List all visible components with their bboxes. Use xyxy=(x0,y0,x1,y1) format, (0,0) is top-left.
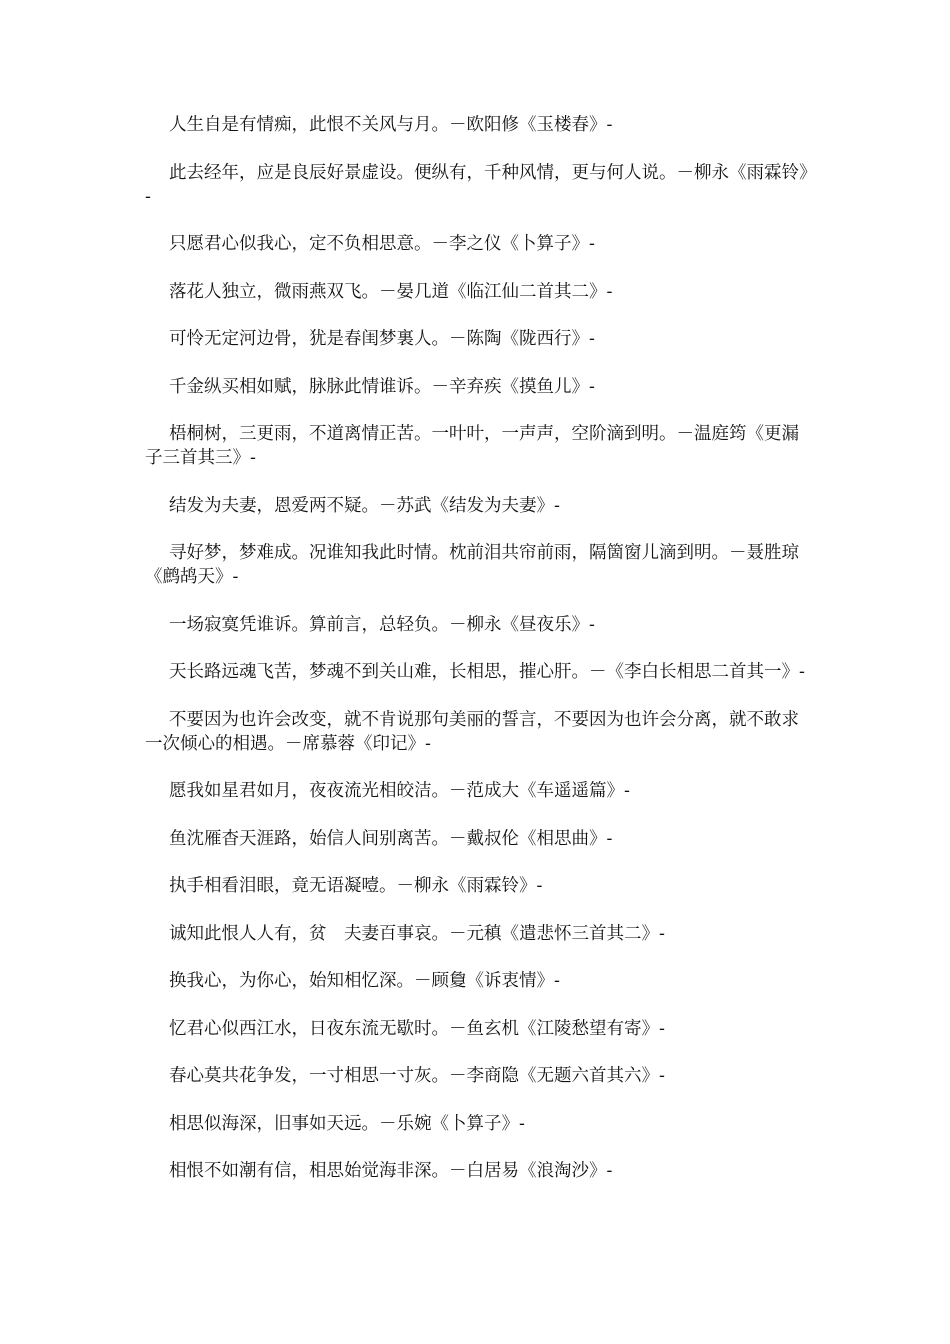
paragraph: 春心莫共花争发，一寸相思一寸灰。－李商隐《无题六首其六》- xyxy=(169,1066,665,1086)
paragraph: 天长路远魂飞苦，梦魂不到关山难，长相思，摧心肝。－《李白长相思二首其一》- xyxy=(169,662,805,682)
paragraph: 千金纵买相如赋，脉脉此情谁诉。－辛弃疾《摸鱼儿》- xyxy=(169,376,595,397)
paragraph: 可怜无定河边骨，犹是春闺梦裏人。－陈陶《陇西行》- xyxy=(169,329,595,349)
paragraph: 忆君心似西江水，日夜东流无歇时。－鱼玄机《江陵愁望有寄》- xyxy=(169,1018,665,1039)
paragraph: 诚知此恨人人有，贫 夫妻百事哀。－元稹《遣悲怀三首其二》- xyxy=(169,923,665,944)
paragraph: 鱼沈雁杳天涯路，始信人间别离苦。－戴叔伦《相思曲》- xyxy=(169,828,613,849)
document-body xyxy=(145,113,813,1207)
paragraph: 换我心，为你心，始知相忆深。－顾敻《诉衷情》- xyxy=(169,971,560,991)
paragraph: 落花人独立，微雨燕双飞。－晏几道《临江仙二首其二》- xyxy=(169,281,613,302)
paragraph: 一场寂寞凭谁诉。算前言，总轻负。－柳永《昼夜乐》- xyxy=(169,614,595,635)
paragraph: 愿我如星君如月，夜夜流光相皎洁。－范成大《车遥遥篇》- xyxy=(169,781,630,801)
paragraph: 此去经年，应是良辰好景虚设。便纵有，千种风情，更与何人说。－柳永《雨霖铃》- xyxy=(145,162,808,207)
paragraph: 梧桐树，三更雨，不道离情正苦。一叶叶，一声声，空阶滴到明。－温庭筠《更漏子三首其三》- xyxy=(145,424,799,468)
paragraph: 相恨不如潮有信，相思始觉海非深。－白居易《浪淘沙》- xyxy=(169,1161,613,1181)
paragraph: 只愿君心似我心，定不负相思意。－李之仪《卜算子》- xyxy=(169,234,595,254)
paragraph: 执手相看泪眼，竟无语凝噎。－柳永《雨霖铃》- xyxy=(169,876,543,896)
paragraph: 寻好梦，梦难成。况谁知我此时情。枕前泪共帘前雨，隔箇窗儿滴到明。－聂胜琼《鹧鸪天》- xyxy=(145,543,799,587)
paragraph: 结发为夫妻，恩爱两不疑。－苏武《结发为夫妻》- xyxy=(169,495,560,516)
paragraph: 相思似海深，旧事如天远。－乐婉《卜算子》- xyxy=(169,1113,525,1134)
paragraph: 不要因为也许会改变，就不肯说那句美丽的誓言，不要因为也许会分离，就不敢求一次倾心的相遇。－席慕蓉《印记》- xyxy=(145,709,799,754)
paragraph: 人生自是有情痴，此恨不关风与月。－欧阳修《玉楼春》- xyxy=(169,115,613,135)
